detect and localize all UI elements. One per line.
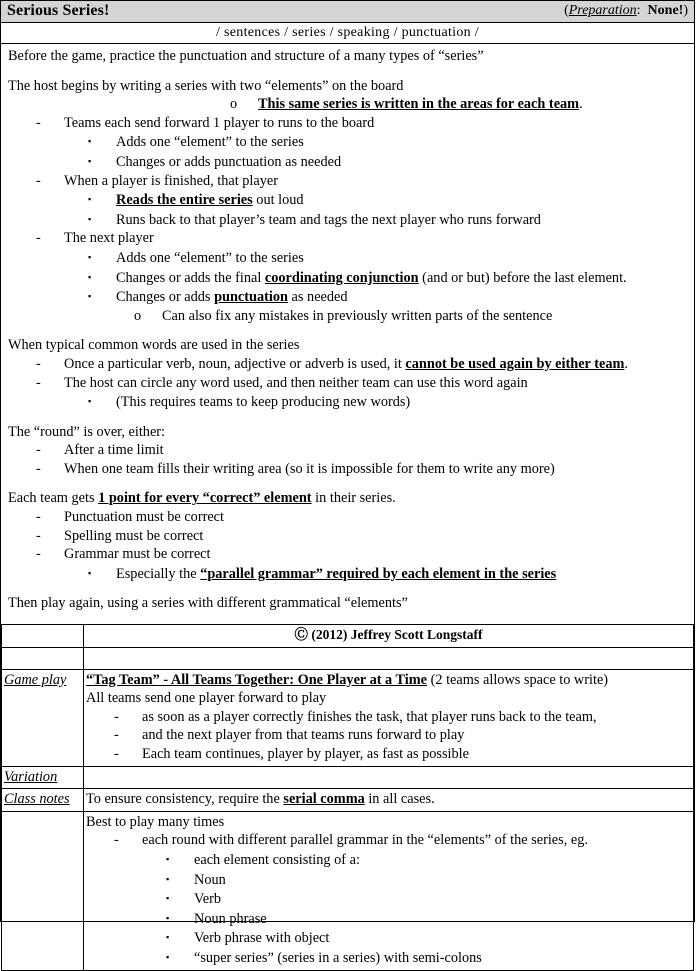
- game-play-label-cell: [2, 669, 84, 766]
- line-runs-back: [8, 210, 687, 230]
- line-spelling-correct: [8, 527, 687, 546]
- line-when-typical: When typical common words are used in the series: [8, 337, 300, 354]
- game-play-item-text: as soon as a player correctly finishes the task, that player runs back to the team,: [142, 708, 597, 725]
- once-particular-pre: Once a particular verb, noun, adjective or adverb is used, it: [64, 355, 406, 372]
- adds-one-a-text: Adds one “element” to the series: [116, 134, 304, 151]
- line-each-team-gets: [8, 489, 687, 508]
- spacer-label-cell: [2, 647, 84, 669]
- changes-punct-pre: Changes or adds: [116, 289, 215, 306]
- can-fix-text: Can also fix any mistakes in previously written parts of the sentence: [162, 307, 553, 324]
- game-play-item-text: Each team continues, player by player, as fast as possible: [142, 746, 469, 762]
- changes-final-pre: Changes or adds the final: [116, 269, 265, 286]
- coordinating-conjunction-emphasis: coordinating conjunction: [264, 269, 419, 286]
- reads-series-rest: out loud: [252, 192, 304, 209]
- spacer: [8, 412, 687, 423]
- teams-send-text: Teams each send forward 1 player to runs to the board: [64, 114, 375, 131]
- punctuation-emphasis: punctuation: [214, 289, 288, 306]
- page-title: Serious Series!: [7, 2, 110, 19]
- square-bullet-icon: ▪: [166, 932, 170, 943]
- class-notes-label-cell: [2, 789, 84, 812]
- square-bullet-icon: ▪: [88, 396, 92, 407]
- variation-content-cell: [84, 766, 694, 789]
- line-round-over: The “round” is over, either:: [8, 423, 166, 440]
- notes-element-item: [86, 850, 691, 870]
- dash-bullet-icon: -: [36, 114, 41, 131]
- circle-bullet-icon: o: [134, 307, 142, 324]
- spacer-content-cell: [84, 647, 694, 669]
- line-requires-teams: [8, 392, 687, 412]
- preparation-separator: :: [636, 3, 641, 18]
- table-row-class-notes: [2, 789, 694, 812]
- when-finished-text: When a player is finished, that player: [64, 172, 278, 189]
- especially-pre: Especially the: [116, 565, 201, 582]
- notes-element-item: [86, 870, 691, 890]
- line-intro: Before the game, practice the punctuation and structure of a many types of “series”: [8, 48, 484, 64]
- requires-teams-text: (This requires teams to keep producing new words): [116, 394, 411, 411]
- notes-element-item: [86, 909, 691, 929]
- each-team-pre: Each team gets: [8, 490, 99, 507]
- copyright-label-cell: [2, 625, 84, 648]
- preparation-note: [564, 3, 688, 19]
- notes-element-item: [86, 928, 691, 948]
- line-reads-series: [8, 190, 687, 210]
- reads-series-emphasis: Reads the entire series: [116, 192, 253, 209]
- square-bullet-icon: ▪: [88, 567, 92, 578]
- spelling-correct-text: Spelling must be correct: [64, 527, 204, 544]
- one-point-emphasis: 1 point for every “correct” element: [98, 490, 312, 507]
- square-bullet-icon: ▪: [88, 271, 92, 282]
- after-time-text: After a time limit: [64, 442, 164, 459]
- spacer: [8, 613, 687, 624]
- paren-open: (: [564, 3, 569, 18]
- runs-back-text: Runs back to that player’s team and tags the next player who runs forward: [116, 211, 541, 228]
- dash-bullet-icon: -: [114, 746, 119, 762]
- square-bullet-icon: ▪: [88, 213, 92, 224]
- game-play-heading-emphasis: “Tag Team” - All Teams Together: One Player at a Time: [86, 671, 428, 688]
- notes-extra-content-cell: [84, 811, 694, 970]
- class-notes-content-cell: [84, 789, 694, 812]
- spacer: [8, 583, 687, 594]
- dash-bullet-icon: -: [36, 172, 41, 189]
- game-play-item: [86, 745, 691, 764]
- changes-punct-a-text: Changes or adds punctuation as needed: [116, 153, 342, 170]
- each-team-post: in their series.: [311, 490, 396, 507]
- host-circle-text: The host can circle any word used, and then neither team can use this word again: [64, 374, 528, 391]
- notes-element-text: Noun: [194, 871, 226, 888]
- next-player-text: The next player: [64, 230, 154, 247]
- line-punct-correct: [8, 508, 687, 527]
- cannot-be-used-emphasis: cannot be used again by either team: [405, 355, 625, 372]
- once-particular-post: .: [624, 355, 628, 372]
- line-next-player: [8, 229, 687, 248]
- dash-bullet-icon: -: [114, 727, 119, 744]
- copyright-icon: Ⓒ: [294, 627, 309, 643]
- notes-extra-label-cell: [2, 811, 84, 970]
- table-row-variation: [2, 766, 694, 789]
- variation-label: Variation: [4, 768, 58, 785]
- same-series-text: This same series is written in the areas for each team: [258, 96, 580, 113]
- notes-element-text: “super series” (series in a series) with semi-colons: [194, 949, 482, 966]
- square-bullet-icon: ▪: [166, 893, 170, 904]
- game-play-heading-rest: (2 teams allows space to write): [427, 671, 609, 688]
- circle-bullet-icon: o: [230, 96, 238, 113]
- class-notes-label: Class notes: [4, 791, 70, 808]
- table-row-notes-extra: [2, 811, 694, 970]
- line-parallel-grammar: [8, 564, 687, 584]
- notes-each-round-text: each round with different parallel grammar in the “elements” of the series, eg.: [142, 832, 588, 849]
- notes-element-text: Verb: [194, 891, 221, 908]
- square-bullet-icon: ▪: [88, 291, 92, 302]
- class-notes-post: in all cases.: [364, 791, 435, 808]
- line-teams-send: [8, 114, 687, 133]
- parallel-grammar-emphasis: “parallel grammar” required by each element in the series: [200, 565, 557, 582]
- when-one-team-text: When one team fills their writing area (so it is impossible for them to write any more): [64, 460, 555, 477]
- dash-bullet-icon: -: [36, 230, 41, 247]
- changes-punct-post: as needed: [287, 289, 348, 306]
- square-bullet-icon: ▪: [166, 951, 170, 962]
- table-row-spacer: [2, 647, 694, 669]
- line-changes-punct-a: [8, 152, 687, 172]
- preparation-label: Preparation: [568, 3, 637, 18]
- line-adds-one-b: [8, 248, 687, 268]
- topic-tags: / sentences / series / speaking / punctuation /: [1, 23, 694, 44]
- instructions-body: [1, 44, 694, 624]
- line-host-circle: [8, 374, 687, 393]
- dash-bullet-icon: -: [36, 509, 41, 526]
- dash-bullet-icon: -: [114, 708, 119, 725]
- game-play-all-teams: All teams send one player forward to play: [86, 690, 327, 707]
- spacer: [8, 66, 687, 77]
- line-after-time: [8, 441, 687, 460]
- line-grammar-correct: [8, 545, 687, 564]
- square-bullet-icon: ▪: [166, 912, 170, 923]
- square-bullet-icon: ▪: [88, 155, 92, 166]
- changes-final-post: (and or but) before the last element.: [418, 269, 627, 286]
- line-when-finished: [8, 172, 687, 191]
- table-row-game-play: [2, 669, 694, 766]
- class-notes-line: [86, 790, 691, 809]
- game-play-item-text: and the next player from that teams runs forward to play: [142, 727, 465, 744]
- game-play-content-cell: [84, 669, 694, 766]
- dash-bullet-icon: -: [36, 527, 41, 544]
- dash-bullet-icon: -: [36, 374, 41, 391]
- line-coordinating-conjunction: [8, 268, 687, 288]
- square-bullet-icon: ▪: [88, 136, 92, 147]
- dash-bullet-icon: -: [36, 460, 41, 477]
- game-play-label: Game play: [4, 671, 67, 688]
- notes-each-round: [86, 831, 691, 850]
- game-play-item: [86, 726, 691, 745]
- line-then-play: Then play again, using a series with different grammatical “elements”: [8, 595, 408, 612]
- notes-element-item: [86, 889, 691, 909]
- punct-correct-text: Punctuation must be correct: [64, 509, 225, 526]
- table-row-copyright: [2, 625, 694, 648]
- class-notes-pre: To ensure consistency, require the: [86, 791, 284, 808]
- notes-best-to-play: Best to play many times: [86, 813, 225, 830]
- dash-bullet-icon: -: [36, 442, 41, 459]
- grammar-correct-text: Grammar must be correct: [64, 546, 211, 563]
- line-when-one-team: [8, 460, 687, 479]
- game-play-heading: [86, 671, 691, 690]
- title-bar: [1, 1, 694, 23]
- line-adds-one-a: [8, 132, 687, 152]
- dash-bullet-icon: -: [114, 832, 119, 849]
- line-can-fix: [8, 307, 687, 326]
- spacer: [8, 478, 687, 489]
- square-bullet-icon: ▪: [166, 873, 170, 884]
- dash-bullet-icon: -: [36, 546, 41, 563]
- paren-close: ): [683, 3, 688, 18]
- details-table: [1, 624, 694, 971]
- game-play-item: [86, 708, 691, 727]
- notes-element-text: each element consisting of a:: [194, 851, 360, 868]
- line-host-begins: The host begins by writing a series with two “elements” on the board: [8, 77, 404, 94]
- copyright-text: (2012) Jeffrey Scott Longstaff: [311, 627, 483, 643]
- square-bullet-icon: ▪: [166, 853, 170, 864]
- variation-label-cell: [2, 766, 84, 789]
- copyright-cell: [84, 625, 694, 648]
- square-bullet-icon: ▪: [88, 251, 92, 262]
- notes-element-item: [86, 948, 691, 968]
- preparation-value: None!: [647, 3, 684, 18]
- square-bullet-icon: ▪: [88, 194, 92, 205]
- line-same-series: [8, 95, 687, 114]
- line-once-particular: [8, 355, 687, 374]
- adds-one-b-text: Adds one “element” to the series: [116, 249, 304, 266]
- same-series-period: .: [579, 96, 583, 113]
- serial-comma-emphasis: serial comma: [283, 791, 365, 808]
- spacer: [8, 325, 687, 336]
- notes-element-text: Noun phrase: [194, 910, 267, 927]
- line-changes-punctuation-b: [8, 287, 687, 307]
- notes-element-text: Verb phrase with object: [194, 930, 330, 947]
- dash-bullet-icon: -: [36, 355, 41, 372]
